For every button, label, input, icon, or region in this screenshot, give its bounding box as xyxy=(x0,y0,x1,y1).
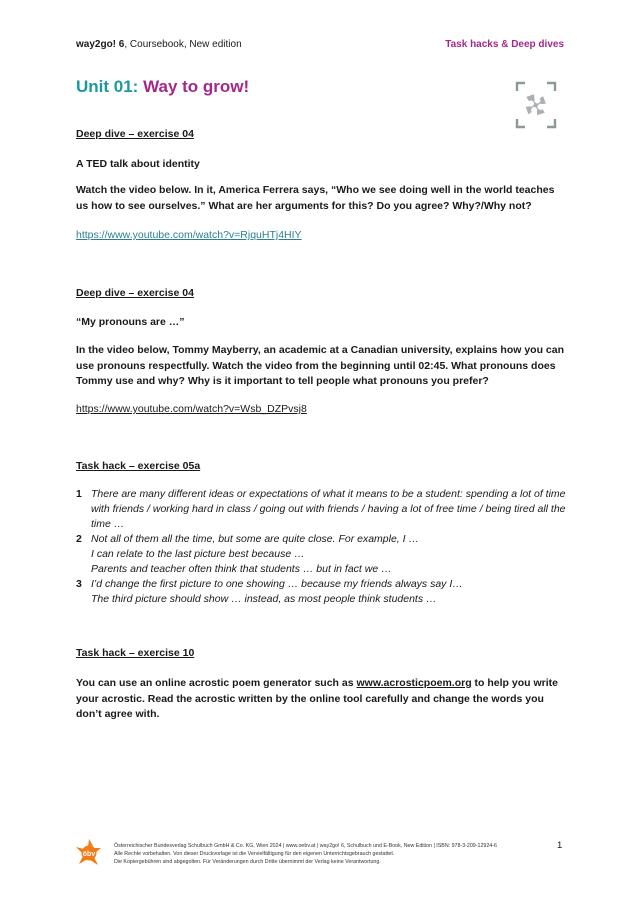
list-item xyxy=(76,487,566,532)
section-2-video-link[interactable]: https://www.youtube.com/watch?v=Wsb_DZPvsj8 xyxy=(76,403,307,415)
list-item-line: There are many different ideas or expectations of what it means to be a student: spending a lot of time with friends / working hard in class / going out with friends / having a lot of free time / being tired all the time … xyxy=(91,488,566,530)
list-item xyxy=(76,577,566,607)
section-4-body xyxy=(76,676,566,723)
section-1-heading: Deep dive – exercise 04 xyxy=(76,128,194,140)
list-item-line: I’d change the first picture to one showing … because my friends always say I… xyxy=(91,578,463,590)
header-book-info xyxy=(76,39,242,50)
list-item-line: I can relate to the last picture best because … xyxy=(91,548,305,560)
logo-text: öbv xyxy=(82,851,96,858)
list-item-line: The third picture should show … instead, as most people think students … xyxy=(91,593,437,605)
section-1-title: A TED talk about identity xyxy=(76,158,200,170)
header-section-label: Task hacks & Deep dives xyxy=(445,39,564,50)
section-4-body-pre: You can use an online acrostic poem generator such as xyxy=(76,677,357,689)
book-title: way2go! 6 xyxy=(76,39,125,50)
list-item-line: Parents and teacher often think that students … but in fact we … xyxy=(91,563,392,575)
section-4-heading: Task hack – exercise 10 xyxy=(76,647,195,659)
unit-title xyxy=(76,77,249,97)
section-4-body-post: to help you write your acrostic. Read the acrostic written by the online tool carefully and change the words you don’t agree with. xyxy=(76,677,558,720)
footer-line-2: Alle Rechte vorbehalten. Von dieser Druckvorlage ist die Vervielfältigung für den eigenen Unterrichtsgebrauch gestattet. xyxy=(114,851,395,857)
publisher-logo xyxy=(74,838,104,868)
unit-number: Unit 01: xyxy=(76,77,139,96)
section-2-heading: Deep dive – exercise 04 xyxy=(76,287,194,299)
list-item-number: 1 xyxy=(76,488,82,500)
section-1-body: Watch the video below. In it, America Ferrera says, “Who we see doing well in the world teaches us how to see ourselves.” What are her arguments for this? Do you agree? Why?/Why not? xyxy=(76,184,555,212)
unit-name: Way to grow! xyxy=(143,77,250,96)
section-3-heading: Task hack – exercise 05a xyxy=(76,460,201,472)
list-item xyxy=(76,532,566,577)
acrostic-generator-link[interactable]: www.acrosticpoem.org xyxy=(356,677,472,689)
book-subtitle: , Coursebook, New edition xyxy=(124,39,242,50)
task-hack-list xyxy=(76,487,566,607)
section-2-title: “My pronouns are …” xyxy=(76,316,185,328)
list-item-number: 3 xyxy=(76,578,82,590)
footer-line-3: Die Kopiergebühren sind abgegolten. Für Veränderungen durch Dritte übernimmt der Verlag keine Verantwortung. xyxy=(114,859,381,865)
list-item-number: 2 xyxy=(76,533,82,545)
footer-copyright xyxy=(114,842,554,866)
puzzle-piece-icon xyxy=(515,81,557,129)
list-item-line: Not all of them all the time, but some are quite close. For example, I … xyxy=(91,533,419,545)
section-2-body: In the video below, Tommy Mayberry, an academic at a Canadian university, explains how you can use pronouns respectfully. Watch the video from the beginning until 02:45. What pronouns does Tommy use and why? Why is it important to tell people what pronouns you prefer? xyxy=(76,344,565,387)
section-1-video-link[interactable]: https://www.youtube.com/watch?v=RjquHTj4HIY xyxy=(76,229,302,241)
page-number: 1 xyxy=(557,840,563,851)
footer-line-1: Österreichischer Bundesverlag Schulbuch GmbH & Co. KG, Wien 2024 | www.oebv.at | way2go! 6, Schulbuch und E-Book, New Edition | ISBN: 978-3-209-12924-6 xyxy=(114,843,497,849)
